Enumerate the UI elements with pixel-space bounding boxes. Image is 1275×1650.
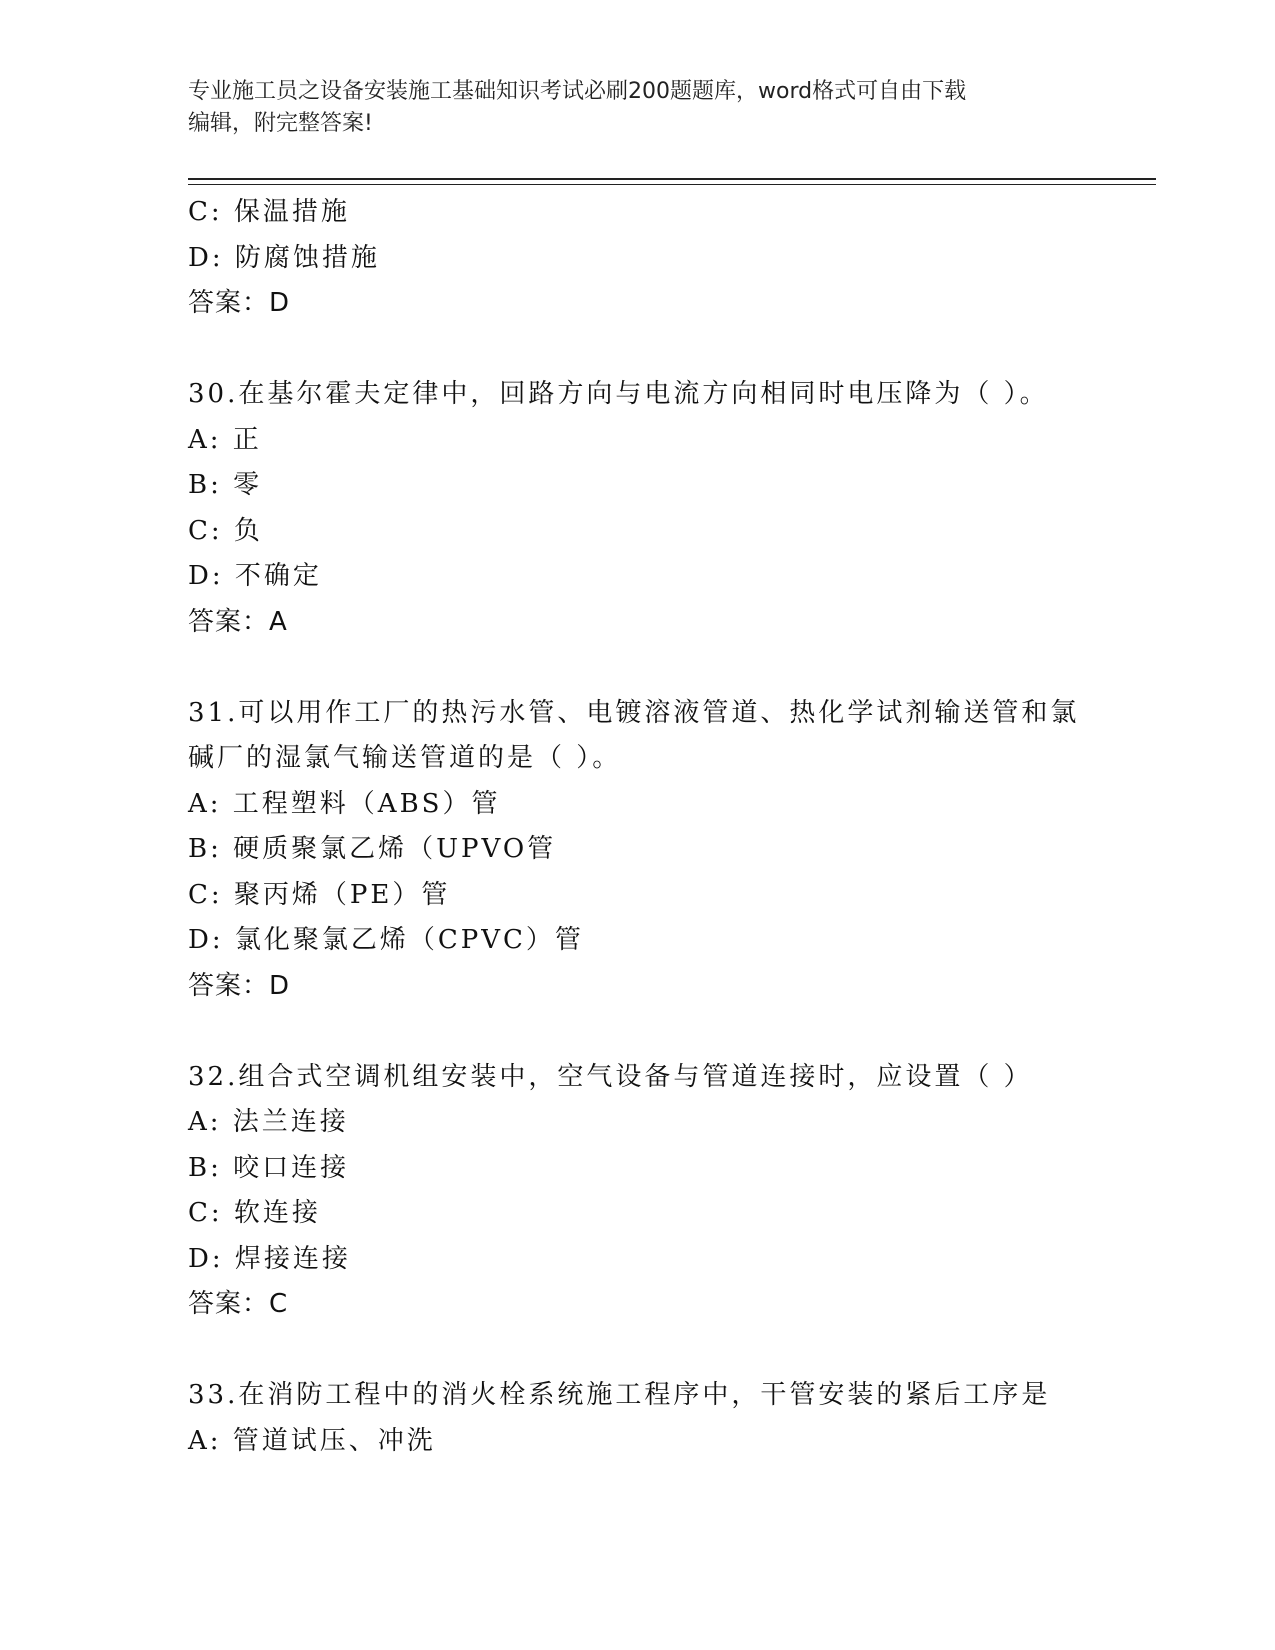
question-text: 33.在消防工程中的消火栓系统施工程序中，干管安装的紧后工序是 [188,1380,1051,1410]
header-divider-thick [188,178,1156,180]
header-divider-thin [188,184,1156,185]
question-31 [188,691,1088,1010]
document-header [188,76,1088,140]
answer: 答案：C [188,1289,289,1319]
option-a: A: 法兰连接 [188,1107,349,1137]
question-text: 32.组合式空调机组安装中，空气设备与管道连接时，应设置（ ） [188,1061,1033,1092]
option-d: D: 焊接连接 [188,1243,351,1274]
option-c: C: 负 [188,515,263,546]
answer: 答案：D [188,288,291,318]
question-gap [188,1328,1088,1374]
option-b: B: 零 [188,470,263,500]
question-gap [188,327,1088,373]
header-title-line2: 编辑，附完整答案! [188,111,373,136]
answer: 答案：D [188,970,291,1001]
option-c: C: 软连接 [188,1198,321,1228]
option-a: A: 管道试压、冲洗 [188,1425,436,1456]
option-b: B: 硬质聚氯乙烯（UPVO管 [188,834,557,864]
option-d: D: 氯化聚氯乙烯（CPVC）管 [188,925,584,955]
question-32 [188,1055,1088,1328]
question-text: 30.在基尔霍夫定律中，回路方向与电流方向相同时电压降为（ ）。 [188,379,1049,409]
question-33 [188,1373,1088,1464]
option-c: C: 保温措施 [188,197,350,227]
option-d: D: 防腐蚀措施 [188,242,380,273]
question-gap [188,1009,1088,1055]
option-d: D: 不确定 [188,561,322,591]
question-gap [188,645,1088,691]
option-c: C: 聚丙烯（PE）管 [188,879,451,910]
option-a: A: 工程塑料（ABS）管 [188,788,501,819]
question-30 [188,372,1088,645]
option-a: A: 正 [188,424,262,455]
question-list [188,190,1088,1464]
question-29-tail [188,190,1088,327]
answer: 答案：A [188,606,288,637]
header-title-line1: 专业施工员之设备安装施工基础知识考试必刷200题题库，word格式可自由下载 [188,79,967,104]
question-text-line2: 碱厂的湿氯气输送管道的是（ ）。 [188,743,622,773]
question-text-line1: 31.可以用作工厂的热污水管、电镀溶液管道、热化学试剂输送管和氯 [188,697,1080,728]
option-b: B: 咬口连接 [188,1152,350,1183]
